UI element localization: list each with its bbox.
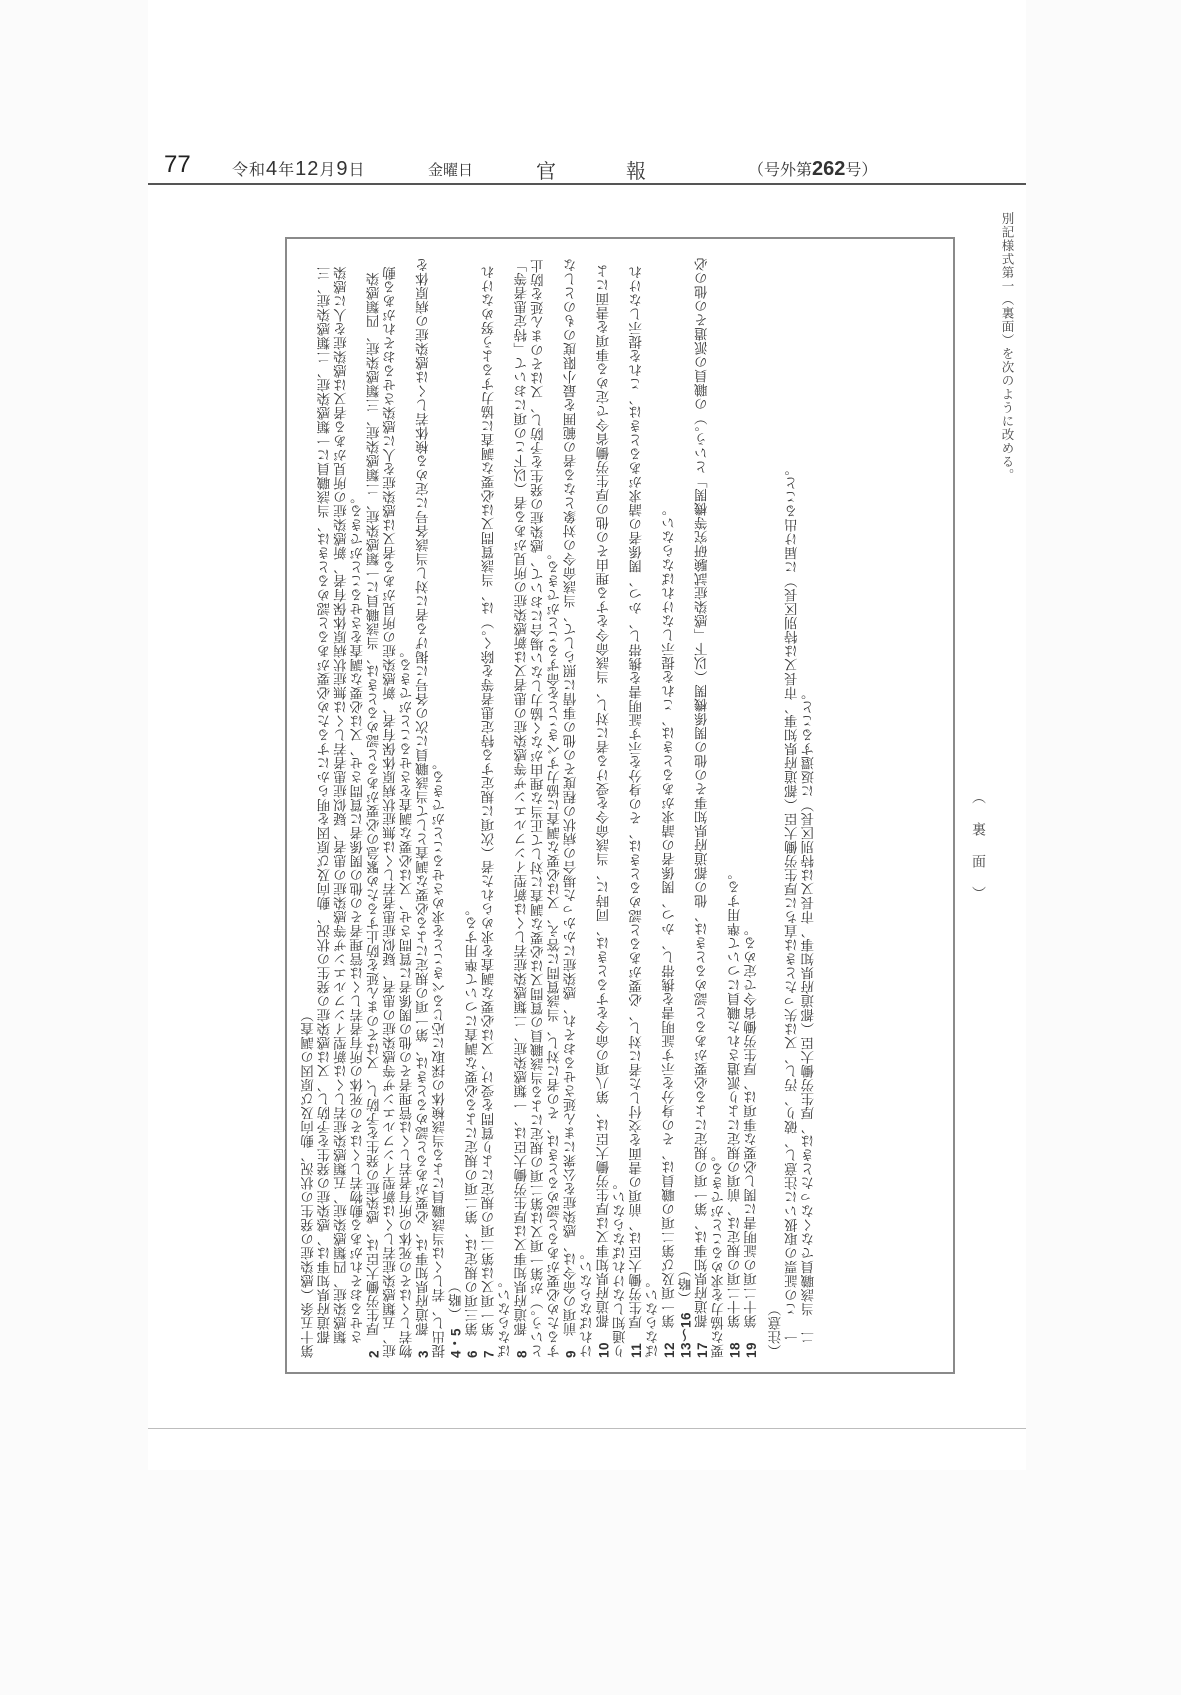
issue-date — [232, 157, 366, 181]
paragraph-text: 都道府県知事は、感染症の発生を予防し、又は感染症の発生の状況、動向及び原因を明らかにするため必要があると認めるときは、当該職員に一類感染症、二類感染症、三類感染症、四類感染症、五類感染症若しくは新型インフルエンザ等感染症の患者、疑似症患者若しくは無症状病原体保有者、新感染症の所見がある者又は感染症を人に感染させるおそれがある動物若しくはその死体の所有者若しくは管理者その他の関係者に質問させ、又は必要な調査をさせることができる。 — [317, 266, 367, 1344]
note-2 — [801, 253, 817, 1358]
paragraph-13-16 — [678, 253, 694, 1358]
paragraph-number: 10 — [596, 1341, 612, 1358]
paragraph-text: 第十二項の証明書に関し必要な事項は、厚生労働省令で定める。 — [743, 921, 760, 1328]
paragraph-6 — [465, 253, 481, 1358]
note-text: 当該職員でなくなったときは、厚生労働大臣（都道府県知事、市長又は特別区長）に返還すること。 — [801, 686, 818, 1316]
date-year-suffix: 年 — [278, 160, 296, 179]
date-month: 12 — [295, 158, 320, 180]
back-side-label: （裏面） — [970, 790, 986, 918]
paragraph-11 — [629, 253, 662, 1358]
paragraph-19 — [744, 253, 760, 1358]
paragraph-9 — [564, 253, 597, 1358]
paragraph-text: 都道府県知事は、第一項の規定による必要があると認めるときは、他の都道府県知事その他の関係機関（以下「感染症試験研究等機関」という。）の職員の派遣その他の必要な協力を求めることができる。 — [694, 256, 728, 1358]
paragraph-text: 厚生労働大臣は、前項の書面を交付した者に対し、必要があると認めるときは、その身分を示す証明書を携帯し、かつ、関係者の請求があるときは、これを提示しなければならない。 — [629, 264, 662, 1358]
page-header — [148, 153, 1026, 185]
note-number: 二 — [801, 1330, 818, 1344]
issue-number — [748, 157, 877, 181]
date-day-suffix: 日 — [348, 160, 366, 179]
paragraph-text: 第一項又は第二項の規定により質問を受け、又は必要な調査を求められた者（次項に規定する特定患者等を除く。）は、当該質問又は必要な調査に協力するよう努めなければならない。 — [481, 264, 514, 1358]
notes-heading: （注意） — [768, 1302, 785, 1358]
issue-number-value: 262 — [812, 158, 846, 180]
form-back-side-box — [285, 237, 955, 1374]
note-text: この証票の取扱いに注意し、破り、汚し、又は失ったときは直ちに厚生労働大臣（都道府県知事、市長又は特別区長）に届け出ること。 — [784, 462, 801, 1316]
paragraph-2 — [367, 253, 416, 1358]
amendment-note: 別記様式第一（裏面）を次のように改める。 — [1000, 212, 1015, 482]
issue-prefix: （号外第 — [748, 160, 813, 179]
paragraph-number: 6 — [465, 1349, 481, 1358]
date-day: 9 — [336, 158, 349, 180]
paragraph-number: 12 — [661, 1341, 677, 1358]
paragraph-text: 都道府県知事又は厚生労働大臣は、第八項の命令をするときは、同時に、当該命令を受ける者に対し、当該命令をする理由その他の厚生労働省令で定める事項を書面により通知しなければならない。 — [596, 263, 629, 1358]
date-era: 令和 — [232, 160, 267, 179]
paragraph-number: 4・5 — [448, 1327, 464, 1358]
paragraph-number: 3 — [415, 1349, 431, 1358]
paragraph-number: 2 — [366, 1349, 382, 1358]
paragraph-number: 7 — [481, 1349, 497, 1358]
date-year: 4 — [266, 158, 279, 180]
paragraph-text: 厚生労働大臣は、感染症の発生を予防し、又はそのまん延を防止するため緊急の必要があると認めるときは、当該職員に一類感染症、二類感染症、三類感染症、四類感染症、五類感染症若しくは新型インフルエンザ等感染症の患者、疑似症患者若しくは無症状病原体保有者、新感染症の所見がある者又は感染症を人に感染させるおそれがある動物若しくはその死体の所有者若しくは管理者その他の関係者に質問させ、又は必要な調査をさせることができる。 — [366, 266, 416, 1358]
page-bottom-rule — [148, 1428, 1026, 1429]
column-gap — [760, 253, 768, 1358]
paragraph-18 — [728, 253, 744, 1358]
article-heading: 第十五条（感染症の発生の状況、動向及び原因の調査） — [301, 1008, 317, 1358]
paragraph-number: 9 — [563, 1349, 579, 1358]
paragraph-17 — [695, 253, 728, 1358]
paragraph-text: 第一項及び第二項の職員は、その身分を示す証明書を携帯し、かつ、関係者の請求があるときは、これを提示しなければならない。 — [661, 501, 678, 1328]
paragraph-text: 第三項の規定は、第二項の規定による必要な調査について準用する。 — [465, 901, 482, 1336]
paragraph-text: 第十二項の規定は、前項の規定により派遣された職員について準用する。 — [727, 865, 744, 1328]
paragraph-number: 18 — [727, 1341, 743, 1358]
paragraph-10 — [596, 253, 629, 1358]
gazette-title-po: 報 — [626, 159, 646, 183]
weekday: 金曜日 — [428, 161, 474, 179]
paragraph-12 — [662, 253, 678, 1358]
gazette-title-kan: 官 — [536, 159, 556, 183]
paragraph-4-5 — [449, 253, 465, 1358]
paragraph-7 — [481, 253, 514, 1358]
paragraph-text: 都道府県知事又は厚生労働大臣は、一類感染症、二類感染症若しくは新型インフルエンザ等感染症の患者又は新感染症の所見がある者（以下この項において「特定患者等」という。）が第一項又は第二項の規定による当該職員の質問又は必要な調査に対して正当な理由がなく協力しない場合において、感染症の発生を予防し、又はそのまん延を防止するため必要があると認めるときは、その者に対し、当該質問に答え、又は必要な調査に協力すべきことを命ずることができる。 — [514, 257, 564, 1358]
note-1 — [785, 253, 801, 1358]
form-text-columns — [301, 253, 939, 1358]
paragraph-text: 前項の命令は、感染症を公衆にまん延させるおそれ、感染症にかかった場合の病状の程度その他の事情に照らして、当該命令の対象となる者の範囲を最小限度のものとしなければならない。 — [563, 257, 596, 1358]
page-number: 77 — [164, 151, 191, 178]
date-month-suffix: 月 — [319, 160, 337, 179]
paragraph-3 — [416, 253, 449, 1358]
paragraph-8 — [514, 253, 563, 1358]
paragraph-text: （略） — [448, 1278, 465, 1314]
paragraph-number: 17 — [694, 1341, 710, 1358]
paragraph-text: （略） — [678, 1262, 695, 1298]
paragraph-number: 8 — [514, 1349, 530, 1358]
paragraph-text: 都道府県知事は、必要があると認めるときは、第一項の規定による必要な調査として当該職員に次の各号に掲げる者に対し当該各号に定める検体若しくは感染症の病原体を提出し、若しくは当該職員による当該検体の採取に応じるべきことを求めさせることができる。 — [415, 257, 449, 1358]
note-number: 一 — [784, 1330, 801, 1344]
paragraph-1 — [317, 253, 366, 1358]
paragraph-number: 13〜16 — [678, 1311, 694, 1358]
paragraph-number: 19 — [743, 1341, 759, 1358]
issue-suffix: 号） — [845, 160, 878, 179]
paragraph-number: 11 — [629, 1342, 645, 1358]
